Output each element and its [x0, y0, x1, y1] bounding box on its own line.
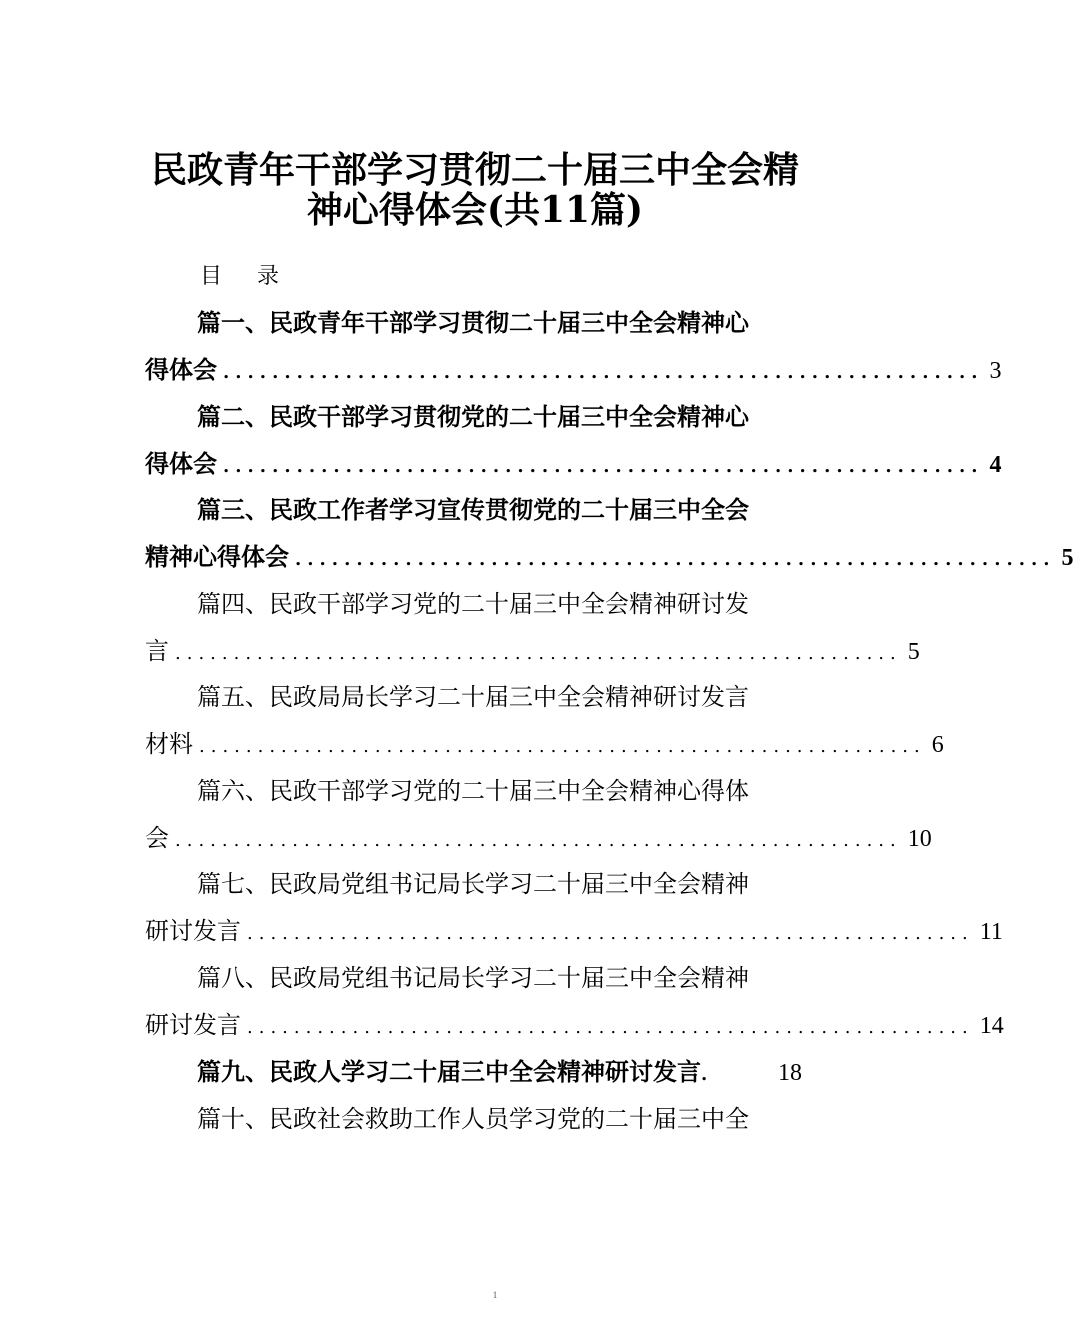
- footer-page-number: 1: [492, 1290, 498, 1300]
- toc-leader-dots: ..............................................................: [295, 549, 1056, 570]
- toc-entry-6-title[interactable]: 篇六、民政干部学习党的二十届三中全会精神心得体: [197, 777, 749, 805]
- document-title-line1: 民政青年干部学习贯彻二十届三中全会精: [150, 149, 799, 191]
- toc-leader-dots: ..............................................................: [199, 736, 926, 757]
- toc-entry-2-title[interactable]: 篇二、民政干部学习贯彻党的二十届三中全会精神心: [197, 402, 749, 431]
- toc-entry-2-page: 4: [989, 452, 1002, 478]
- document-title-line2: 神心得体会(共11篇): [306, 189, 644, 231]
- toc-entry-1-continuation[interactable]: [145, 354, 1002, 389]
- toc-entry-6-continuation[interactable]: [145, 822, 932, 857]
- toc-entry-3-title[interactable]: 篇三、民政工作者学习宣传贯彻党的二十届三中全会: [197, 495, 749, 524]
- toc-entry-9-title: 篇九、民政人学习二十届三中全会精神研讨发言: [197, 1057, 701, 1086]
- toc-entry-10-title[interactable]: 篇十、民政社会救助工作人员学习党的二十届三中全: [197, 1105, 749, 1133]
- toc-entry-4-page: 5: [907, 639, 920, 665]
- toc-entry-8-title[interactable]: 篇八、民政局党组书记局长学习二十届三中全会精神: [197, 964, 749, 992]
- toc-entry-1-title[interactable]: 篇一、民政青年干部学习贯彻二十届三中全会精神心: [197, 308, 749, 337]
- toc-entry-1-page: 3: [989, 358, 1002, 384]
- toc-entry-9[interactable]: [197, 1056, 802, 1091]
- toc-leader-dots: ..............................................................: [223, 456, 984, 477]
- toc-entry-5-page: 6: [931, 732, 944, 758]
- toc-leader-dots: ..............................................................: [223, 362, 984, 383]
- toc-entry-3-continuation[interactable]: [145, 541, 1074, 576]
- toc-entry-7-title-end: 研讨发言: [145, 917, 241, 945]
- toc-leader-dots: ..............................................................: [247, 1017, 974, 1038]
- toc-leader-dots: ..............................................................: [247, 923, 974, 944]
- toc-heading: 目 录: [200, 264, 293, 289]
- toc-entry-4-continuation[interactable]: [145, 635, 920, 670]
- toc-entry-2-continuation[interactable]: [145, 448, 1002, 483]
- toc-entry-8-title-end: 研讨发言: [145, 1011, 241, 1039]
- toc-entry-5-title-end: 材料: [145, 730, 193, 758]
- toc-entry-7-page: 11: [979, 919, 1003, 945]
- toc-entry-4-title-end: 言: [145, 637, 169, 665]
- toc-entry-4-title[interactable]: 篇四、民政干部学习党的二十届三中全会精神研讨发: [197, 590, 749, 618]
- toc-entry-2-title-end: 得体会: [145, 449, 217, 478]
- toc-entry-8-continuation[interactable]: [145, 1009, 1004, 1044]
- toc-entry-7-title[interactable]: 篇七、民政局党组书记局长学习二十届三中全会精神: [197, 870, 749, 898]
- toc-entry-1-title-end: 得体会: [145, 355, 217, 384]
- toc-entry-5-title[interactable]: 篇五、民政局局长学习二十届三中全会精神研讨发言: [197, 683, 749, 711]
- toc-entry-6-page: 10: [907, 826, 932, 852]
- toc-entry-5-continuation[interactable]: [145, 728, 944, 763]
- toc-entry-3-title-end: 精神心得体会: [145, 542, 289, 571]
- toc-leader-dots: ..............................................................: [175, 830, 902, 851]
- toc-entry-9-page: 18: [778, 1060, 802, 1086]
- toc-entry-6-title-end: 会: [145, 824, 169, 852]
- toc-leader-dots: ..............................................................: [175, 643, 902, 664]
- toc-entry-3-page: 5: [1061, 545, 1074, 571]
- toc-leader-dots: .: [701, 1064, 714, 1085]
- toc-entry-7-continuation[interactable]: [145, 915, 1003, 950]
- toc-entry-8-page: 14: [979, 1013, 1004, 1039]
